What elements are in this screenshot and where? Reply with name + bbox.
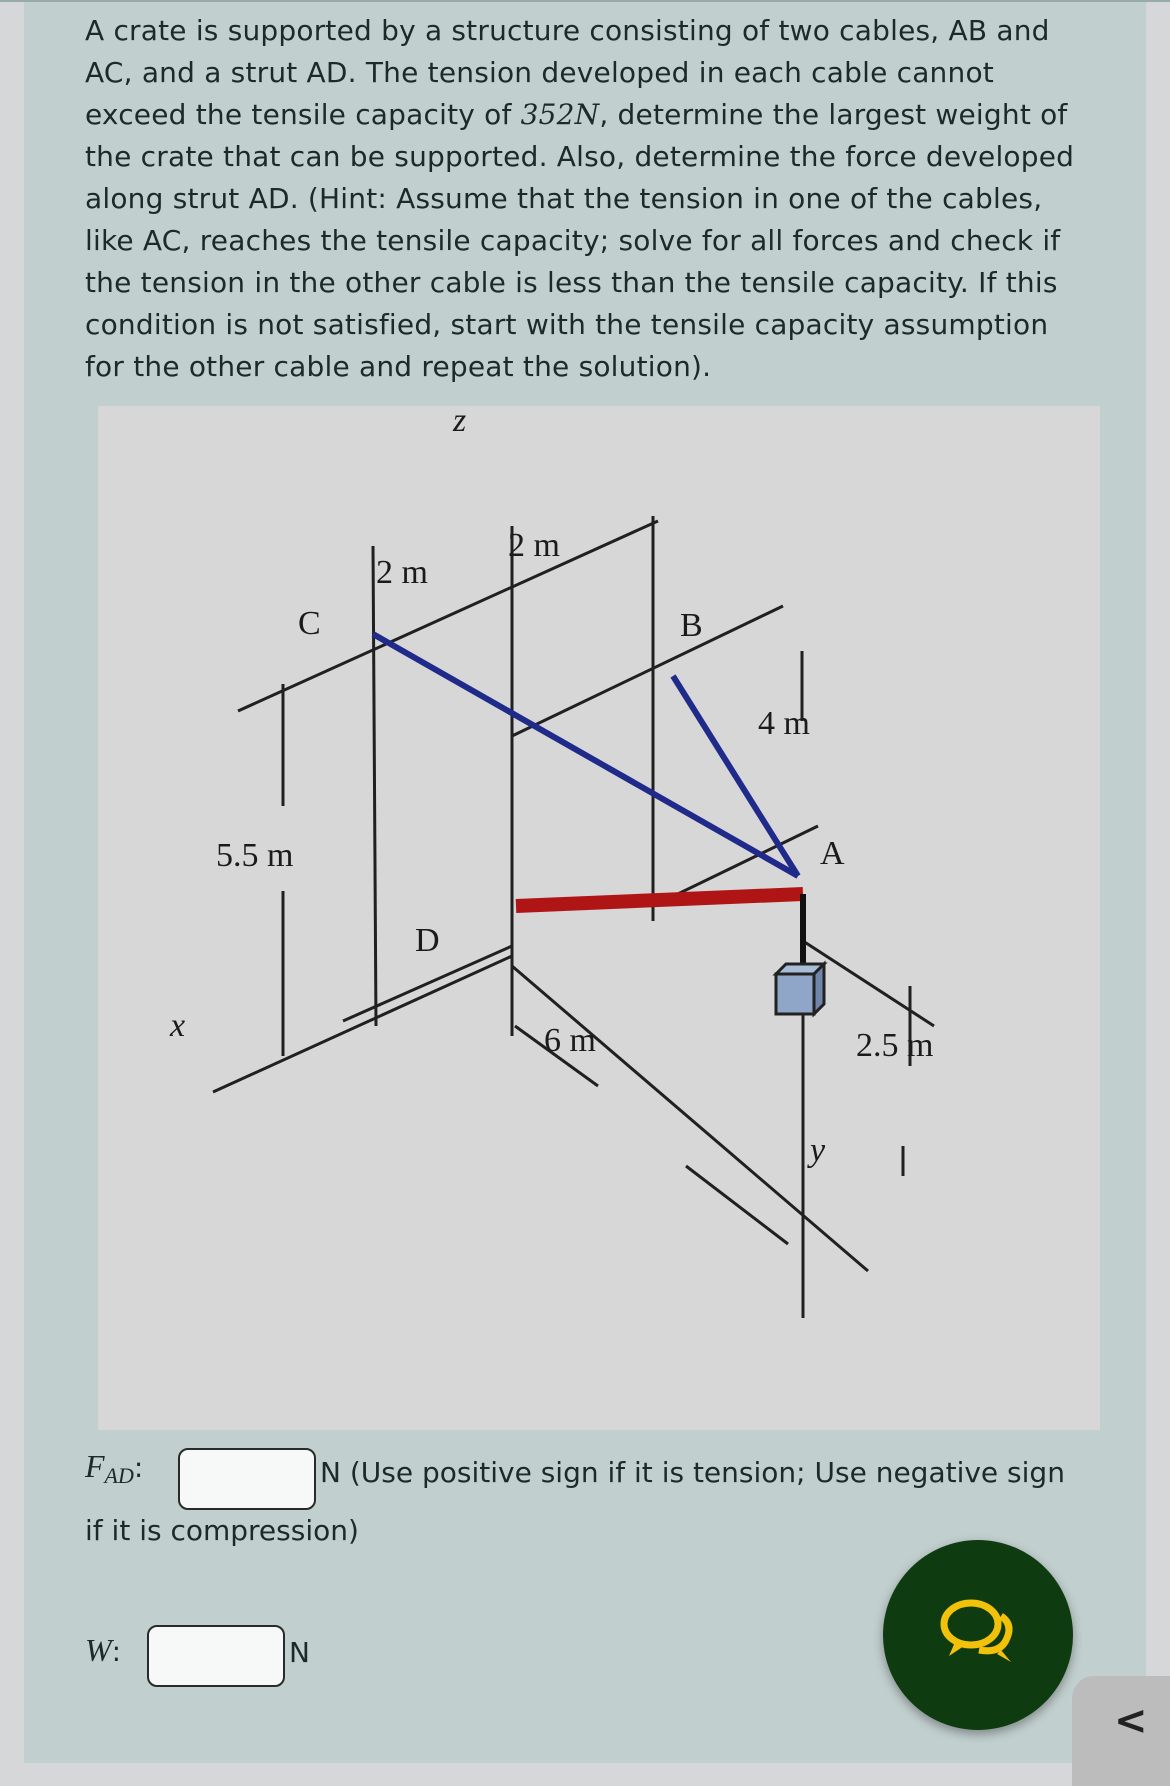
label-b: B xyxy=(680,607,703,644)
dim-height: 5.5 m xyxy=(216,837,294,874)
problem-text-after: , determine the largest weight of the crate that can be supported. Also, determine the force developed along strut AD. (Hint: Assume that the tension in one of the cables, like AC, reaches the tensile capacity; solve for all forces and check if the tension in the other cable is less than the tensile capacity. If this condition is not satisfied, start with the tensile capacity assumption for the other cable and repeat the solution). xyxy=(85,98,1075,383)
tensile-capacity: 352N xyxy=(520,98,600,131)
axis-y-label: y xyxy=(810,1132,826,1169)
dim-b-height: 4 m xyxy=(758,705,810,742)
strut-ad xyxy=(516,894,803,906)
problem-text-before: A crate is supported by a structure consisting of two cables, AB and AC, and a strut AD. The tension developed in each cable cannot exceed the tensile capacity of xyxy=(85,14,1050,131)
back-tab[interactable] xyxy=(1072,1676,1170,1786)
crate xyxy=(776,964,824,1014)
top-edge-b xyxy=(512,606,783,736)
dim-a-offset: 2.5 m xyxy=(856,1027,934,1064)
fad-colon: : xyxy=(133,1451,144,1484)
label-d: D xyxy=(415,922,440,959)
base-edge xyxy=(213,956,512,1092)
fad-label xyxy=(85,1448,143,1489)
dim-c-offset: 2 m xyxy=(376,554,428,591)
fad-unit-note: N (Use positive sign if it is tension; Use negative sign xyxy=(320,1456,1065,1489)
length-dim-lower xyxy=(686,1166,788,1244)
axis-z-label: z xyxy=(453,406,467,439)
chat-button[interactable] xyxy=(883,1540,1073,1730)
structure-diagram xyxy=(98,406,1100,1430)
w-unit: N xyxy=(289,1636,310,1669)
chevron-left-icon: < xyxy=(1114,1698,1148,1744)
top-divider xyxy=(0,0,1170,2)
problem-statement xyxy=(85,10,1095,388)
fad-unit-note-cont: if it is compression) xyxy=(85,1514,359,1547)
fad-symbol: F xyxy=(85,1448,105,1484)
chat-bubbles-icon xyxy=(935,1592,1021,1678)
w-colon: : xyxy=(111,1635,122,1668)
wall-line-left xyxy=(373,546,376,1026)
label-a: A xyxy=(820,835,845,872)
dim-length: 6 m xyxy=(544,1022,596,1059)
fad-subscript: AD xyxy=(104,1463,134,1488)
dim-b-offset: 2 m xyxy=(508,527,560,564)
w-label xyxy=(85,1632,121,1669)
cable-ac xyxy=(373,634,798,876)
axis-x-label: x xyxy=(170,1007,186,1044)
problem-figure xyxy=(98,406,1100,1430)
w-symbol: W xyxy=(85,1632,112,1668)
fad-input[interactable] xyxy=(178,1448,316,1510)
label-c: C xyxy=(298,605,321,642)
w-input[interactable] xyxy=(147,1625,285,1687)
